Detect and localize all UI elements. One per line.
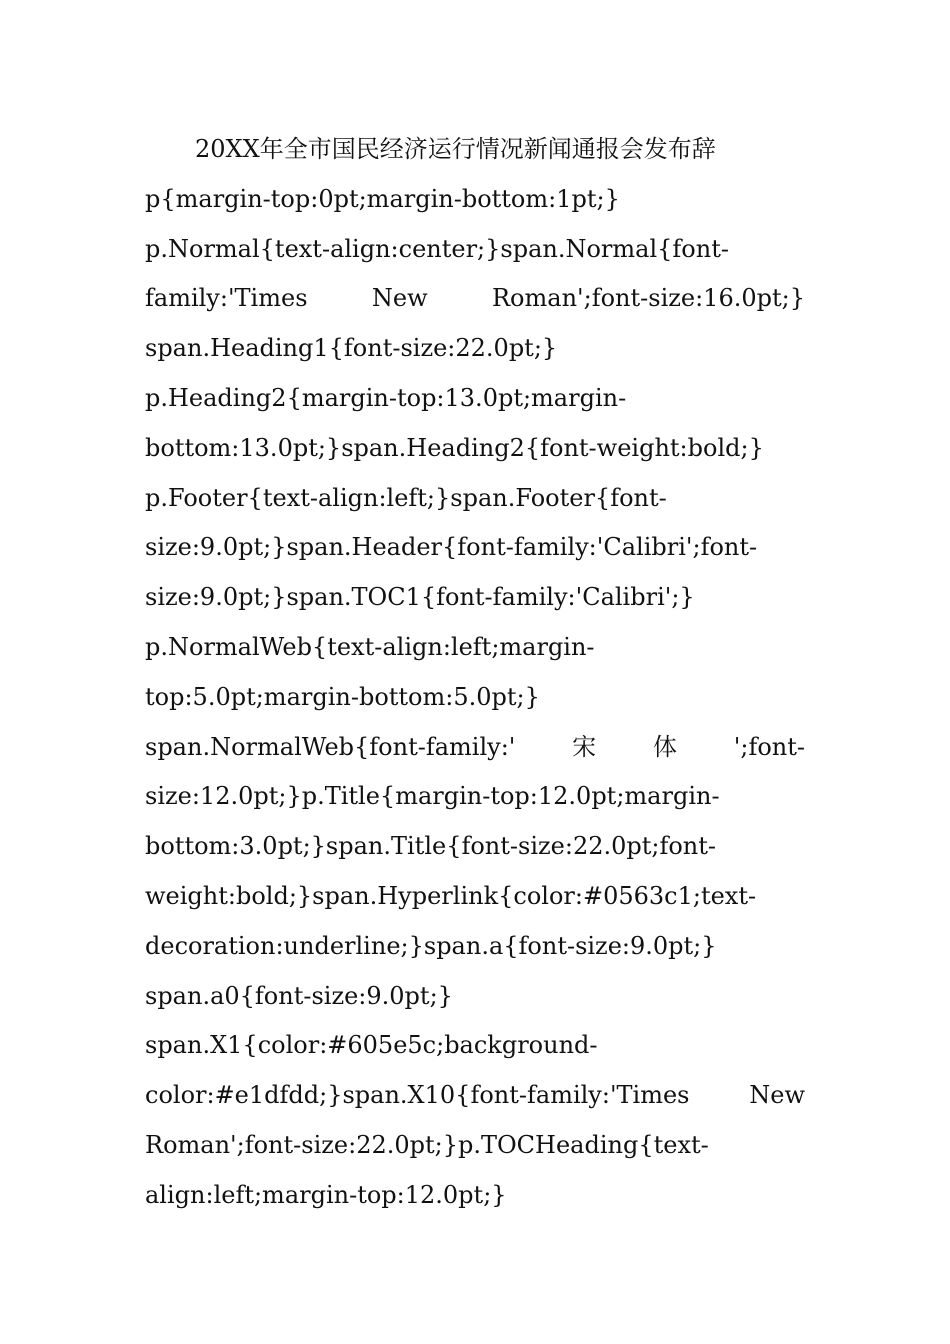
text-line-12-part-4: ';font- <box>733 732 805 761</box>
text-line-19-part-1: color:#e1dfdd;}span.X10{font-family:'Times <box>145 1081 690 1110</box>
document-title: 20XX年全市国民经济运行情况新闻通报会发布辞 <box>195 135 716 163</box>
text-line-14: bottom:3.0pt;}span.Title{font-size:22.0pt;font- <box>145 832 717 861</box>
text-line-7: p.Footer{text-align:left;}span.Footer{font- <box>145 483 667 512</box>
text-line-9: size:9.0pt;}span.TOC1{font-family:'Calibri';} <box>145 583 695 612</box>
text-line-12-part-1: span.NormalWeb{font-family:' <box>145 732 516 761</box>
text-line-2: p.Normal{text-align:center;}span.Normal{font- <box>145 234 729 263</box>
text-line-4: span.Heading1{font-size:22.0pt;} <box>145 334 558 363</box>
css-text-block <box>145 175 805 1221</box>
text-line-11: top:5.0pt;margin-bottom:5.0pt;} <box>145 682 540 711</box>
text-line-19-part-2: New <box>749 1081 805 1110</box>
text-line-13: size:12.0pt;}p.Title{margin-top:12.0pt;margin- <box>145 782 720 811</box>
text-line-12-part-2: 宋 <box>572 732 597 761</box>
text-line-6: bottom:13.0pt;}span.Heading2{font-weight:bold;} <box>145 433 764 462</box>
text-line-12-part-3: 体 <box>652 732 677 761</box>
text-line-3-part-2: New <box>371 284 428 313</box>
text-line-1: p{margin-top:0pt;margin-bottom:1pt;} <box>145 184 620 213</box>
text-line-8: size:9.0pt;}span.Header{font-family:'Calibri';font- <box>145 533 758 562</box>
document-body <box>145 125 805 1221</box>
text-line-3-part-3: Roman';font-size:16.0pt;} <box>491 284 805 313</box>
text-line-20: Roman';font-size:22.0pt;}p.TOCHeading{text- <box>145 1130 709 1159</box>
text-line-10: p.NormalWeb{text-align:left;margin- <box>145 632 595 661</box>
text-line-3-part-1: family:'Times <box>145 284 308 313</box>
text-line-16: decoration:underline;}span.a{font-size:9.0pt;} <box>145 931 717 960</box>
text-line-18: span.X1{color:#605e5c;background- <box>145 1031 598 1060</box>
text-line-12 <box>145 723 805 773</box>
text-line-3 <box>145 274 805 324</box>
text-line-19 <box>145 1071 805 1121</box>
text-line-5: p.Heading2{margin-top:13.0pt;margin- <box>145 383 627 412</box>
text-line-21: align:left;margin-top:12.0pt;} <box>145 1180 507 1209</box>
text-line-15: weight:bold;}span.Hyperlink{color:#0563c1;text- <box>145 881 757 910</box>
text-line-17: span.a0{font-size:9.0pt;} <box>145 981 453 1010</box>
